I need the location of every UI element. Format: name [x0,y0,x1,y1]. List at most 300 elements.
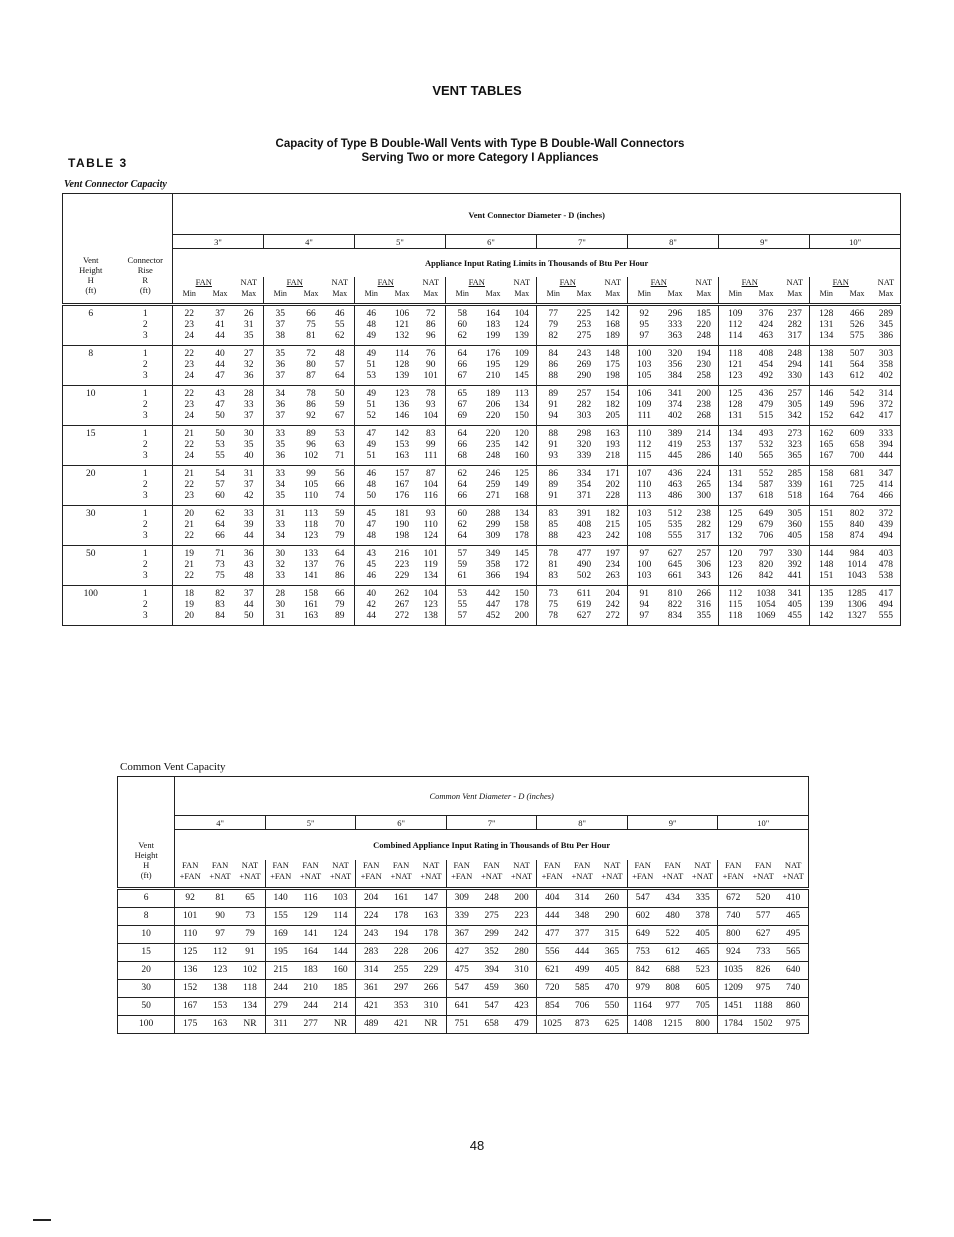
value-cell: 706 [567,998,597,1016]
value-cell: 45 [355,560,388,571]
value-cell: 658 [477,1016,507,1034]
value-cell: 55 [215,451,225,461]
value-cell: 64 [446,480,479,491]
value-cell: 111 [423,451,438,461]
combo-header-bottom: +FAN [175,871,205,889]
vent-height-cell [63,320,119,331]
value-cell: 28 [264,586,297,601]
vent-height-cell [63,571,119,586]
value-cell: 330 [787,371,802,381]
value-cell: 317 [787,331,802,341]
value-cell: 124 [423,531,438,541]
connector-rise-cell: 3 [142,531,148,541]
value-cell: 339 [787,480,802,490]
value-cell: 612 [658,944,688,962]
value-cell: 441 [787,571,802,581]
value-cell: 238 [696,400,711,410]
value-cell: 253 [696,440,711,450]
vent-height-cell [63,480,119,491]
value-cell: 50 [326,386,355,401]
value-cell: 72 [297,346,326,361]
value-cell: 720 [537,980,567,998]
value-cell: 535 [667,520,683,530]
table-label: TABLE 3 [68,156,128,170]
max-header: Max [332,289,348,298]
value-cell: 352 [477,944,507,962]
value-cell: 47 [355,520,388,531]
value-cell: 103 [628,506,661,521]
value-cell: 46 [355,305,388,321]
vent-height-header [63,249,119,305]
value-cell: 31 [235,466,264,481]
value-cell: 341 [661,386,690,401]
value-cell: 490 [576,560,592,570]
connector-rise-cell: 1 [119,305,173,321]
vent-height-cell: 8 [118,908,175,926]
combo-header-top: NAT [422,860,440,870]
value-cell: 51 [355,400,388,411]
value-cell: 155 [810,520,843,531]
value-cell: 436 [661,466,690,481]
value-cell: 163 [205,1016,235,1034]
value-cell: 230 [696,360,711,370]
value-cell: 342 [787,411,802,421]
value-cell: 66 [446,360,479,371]
value-cell: 205 [605,411,620,421]
vent-height-header-line: Vent [82,254,99,265]
value-cell: 128 [810,305,843,321]
value-cell: 248 [696,331,711,341]
value-cell: 44 [244,531,254,541]
value-cell: 32 [264,560,297,571]
value-cell: 273 [781,426,810,441]
table-row [118,1016,809,1034]
value-cell: 405 [787,531,802,541]
combo-header-bottom: +FAN [537,871,567,889]
value-cell: 129 [719,520,752,531]
value-cell: 1014 [847,560,867,570]
diameter-label: 4" [264,235,355,249]
value-cell: 28 [235,386,264,401]
vent-height-header-line: H [143,859,150,870]
value-cell: 296 [661,305,690,321]
table-row [118,908,809,926]
connector-rise-cell: 2 [142,560,148,570]
value-cell: 147 [416,889,446,908]
value-cell: 134 [810,331,843,346]
value-cell: 50 [215,411,225,421]
vent-height-cell [63,560,119,571]
value-cell: 547 [627,889,657,908]
connector-rise-cell: 3 [142,491,148,501]
value-cell: 802 [843,506,872,521]
value-cell: 550 [597,998,627,1016]
value-cell: 223 [507,908,537,926]
combo-header-bottom: +NAT [390,871,412,881]
value-cell: 797 [752,546,781,561]
vent-height-cell [63,451,119,466]
value-cell: 83 [417,426,446,441]
value-cell: 157 [388,466,417,481]
value-cell: 43 [355,546,388,561]
value-cell: 512 [661,506,690,521]
vent-height-cell [63,520,119,531]
value-cell: 155 [265,908,295,926]
value-cell: 185 [690,305,719,321]
value-cell: 104 [508,305,537,321]
value-cell: 138 [205,980,235,998]
max-header: Max [849,289,865,298]
value-cell: 176 [394,491,410,501]
nat-header: NAT [877,277,895,287]
value-cell: 134 [235,998,265,1016]
value-cell: 725 [849,480,865,490]
value-cell: 290 [576,371,592,381]
value-cell: 89 [335,611,345,621]
vent-height-header-line: (ft) [140,869,152,880]
table-row [118,926,809,944]
combo-header-bottom: +NAT [480,871,503,881]
value-cell: 126 [719,571,752,586]
value-cell: 75 [537,600,570,611]
value-cell: 109 [628,400,661,411]
value-cell: 800 [688,1016,718,1034]
diameter-label: 7" [446,816,537,830]
value-cell: 113 [628,491,661,506]
value-cell: 89 [297,426,326,441]
table-row [63,371,901,386]
nat-header: NAT [513,277,531,287]
value-cell: 314 [567,889,597,908]
value-cell: 417 [872,586,901,601]
value-cell: 266 [416,980,446,998]
value-cell: 268 [696,411,711,421]
table-row [63,466,901,481]
value-cell: 305 [787,400,802,410]
value-cell: 300 [696,491,711,501]
value-cell: 79 [235,926,265,944]
value-cell: 65 [235,889,265,908]
value-cell: 153 [394,440,410,450]
table-row [63,346,901,361]
value-cell: 753 [627,944,657,962]
value-cell: 102 [303,451,319,461]
value-cell: 195 [485,360,501,370]
value-cell: 314 [872,386,901,401]
value-cell: 494 [878,600,894,610]
value-cell: 79 [335,600,345,610]
value-cell: 306 [696,560,711,570]
value-cell: 44 [215,360,225,370]
combo-header-bottom: +FAN [627,871,657,889]
value-cell: 389 [661,426,690,441]
value-cell: 1327 [847,611,867,621]
value-cell: 22 [173,440,206,451]
value-cell: 84 [215,611,225,621]
value-cell: 627 [661,546,690,561]
value-cell: 365 [787,451,802,461]
value-cell: 23 [173,360,206,371]
value-cell: 62 [206,506,235,521]
value-cell: 182 [599,506,628,521]
combo-header-top: FAN [175,860,205,871]
value-cell: 150 [508,586,537,601]
value-cell: 455 [787,611,802,621]
value-cell: 91 [628,586,661,601]
value-cell: 153 [205,998,235,1016]
value-cell: 37 [264,411,297,426]
page-title: VENT TABLES [432,83,522,98]
value-cell: 125 [175,944,205,962]
value-cell: 53 [215,440,225,450]
value-cell: 33 [244,400,254,410]
value-cell: 618 [758,491,774,501]
value-cell: 587 [758,480,774,490]
value-cell: 810 [661,586,690,601]
value-cell: 242 [507,926,537,944]
value-cell: 439 [878,520,894,530]
value-cell: 220 [479,426,508,441]
value-cell: 366 [485,571,501,581]
value-cell: 111 [628,411,661,426]
value-cell: 128 [394,360,410,370]
value-cell: 442 [479,586,508,601]
value-cell: 118 [235,980,265,998]
combo-header-top: FAN [664,860,681,870]
connector-rise-cell: 2 [142,360,148,370]
value-cell: 242 [605,531,620,541]
value-cell: 140 [265,889,295,908]
value-cell: 259 [485,480,501,490]
value-cell: NR [235,1016,265,1034]
value-cell: 71 [335,451,345,461]
value-cell: 93 [417,506,446,521]
value-cell: 333 [872,426,901,441]
value-cell: 518 [787,491,802,501]
value-cell: 285 [781,466,810,481]
value-cell: 46 [355,571,388,586]
value-cell: 115 [628,451,661,466]
connector-rise-cell: 2 [142,320,148,330]
table-row [63,491,901,506]
value-cell: 92 [306,411,316,421]
diameter-label: 10" [718,816,809,830]
value-cell: 193 [605,440,620,450]
combo-header-bottom: +FAN [446,871,476,889]
value-cell: 158 [514,520,529,530]
vent-height-cell: 20 [63,466,119,481]
table-row [63,520,901,531]
value-cell: 162 [810,426,843,441]
diameter-label: 7" [537,235,628,249]
value-cell: 36 [244,371,254,381]
value-cell: 141 [296,926,326,944]
value-cell: 1164 [627,998,657,1016]
value-cell: 522 [658,926,688,944]
value-cell: 43 [244,560,254,570]
value-cell: 658 [849,440,865,450]
value-cell: 101 [175,908,205,926]
value-cell: 30 [264,600,297,611]
value-cell: 91 [537,491,570,506]
value-cell: 405 [688,926,718,944]
value-cell: 294 [787,360,802,370]
value-cell: 160 [514,451,529,461]
value-cell: 91 [537,400,570,411]
value-cell: 129 [514,360,529,370]
value-cell: 140 [719,451,752,466]
combo-header-top: FAN [537,860,567,871]
value-cell: 97 [205,926,235,944]
value-cell: 421 [356,998,386,1016]
value-cell: 345 [878,320,894,330]
value-cell: 125 [508,466,537,481]
value-cell: 625 [597,1016,627,1034]
value-cell: 555 [878,611,894,621]
value-cell: 35 [264,440,297,451]
value-cell: 23 [173,400,206,411]
value-cell: 125 [719,506,752,521]
value-cell: 523 [688,962,718,980]
connector-rise-header-line: R [142,274,149,285]
value-cell: 751 [446,1016,476,1034]
value-cell: 22 [173,480,206,491]
value-cell: 151 [810,506,843,521]
value-cell: 64 [446,426,479,441]
value-cell: 100 [628,560,661,571]
value-cell: 148 [599,346,628,361]
max-header: Max [514,289,530,298]
value-cell: 822 [667,600,683,610]
value-cell: 286 [696,451,711,461]
combo-header-top: FAN [302,860,319,870]
value-cell: 35 [264,346,297,361]
value-cell: 149 [514,480,529,490]
table-row [118,980,809,998]
value-cell: 826 [748,962,778,980]
value-cell: 238 [690,506,719,521]
value-cell: 112 [205,944,235,962]
value-cell: 224 [356,908,386,926]
vent-height-cell [63,600,119,611]
value-cell: 378 [688,908,718,926]
caption-line-1: Capacity of Type B Double-Wall Vents with Type B Double-Wall Connectors [275,138,685,150]
table-row [118,944,809,962]
vent-connector-capacity-table [62,193,901,626]
combo-header-top: FAN [483,860,500,870]
caption-line-2: Serving Two or more Category I Appliances [361,152,599,164]
combo-header-top: FAN [627,860,657,871]
value-cell: 33 [235,506,264,521]
value-cell: 314 [356,962,386,980]
value-cell: 454 [758,360,774,370]
value-cell: 42 [355,600,388,611]
value-cell: 105 [303,480,319,490]
table-row [63,480,901,491]
value-cell: 320 [661,346,690,361]
value-cell: 123 [388,386,417,401]
value-cell: 30 [264,546,297,561]
table-row [63,506,901,521]
connector-rise-cell: 2 [142,600,148,610]
value-cell: 649 [752,506,781,521]
value-cell: 619 [576,600,592,610]
value-cell: 112 [628,440,661,451]
value-cell: 110 [423,520,438,530]
value-cell: 214 [326,998,356,1016]
value-cell: 384 [667,371,683,381]
min-header: Min [628,288,661,305]
value-cell: 171 [599,466,628,481]
value-cell: 1502 [748,1016,778,1034]
connector-rise-cell: 3 [142,451,148,461]
value-cell: 1209 [718,980,748,998]
corner-blank [63,194,173,235]
value-cell: 1451 [718,998,748,1016]
value-cell: 202 [605,480,620,490]
value-cell: 66 [446,440,479,451]
fan-header: FAN [719,277,781,288]
value-cell: 110 [304,491,318,501]
value-cell: 59 [335,400,345,410]
value-cell: 86 [537,466,570,481]
value-cell: 97 [628,611,661,626]
value-cell: 50 [355,491,388,506]
vent-height-cell [63,360,119,371]
value-cell: 148 [810,560,843,571]
value-cell: 465 [688,944,718,962]
value-cell: 33 [264,426,297,441]
value-cell: 183 [296,962,326,980]
value-cell: 150 [514,411,529,421]
value-cell: 142 [810,611,843,626]
value-cell: 88 [537,426,570,441]
value-cell: 333 [667,320,683,330]
value-cell: 679 [758,520,774,530]
value-cell: 377 [567,926,597,944]
value-cell: 447 [485,600,501,610]
value-cell: 102 [235,962,265,980]
value-cell: 137 [303,560,319,570]
diameter-label: 3" [173,235,264,249]
value-cell: 445 [667,451,683,461]
value-cell: 124 [326,926,356,944]
combo-header-top: FAN [573,860,591,870]
value-cell: 282 [787,320,802,330]
combo-header-top: NAT [513,860,530,870]
value-cell: 37 [244,480,254,490]
value-cell: 66 [297,305,326,321]
value-cell: 118 [304,520,318,530]
value-cell: 66 [335,480,345,490]
min-header: Min [355,288,388,305]
value-cell: 860 [778,998,808,1016]
value-cell: 86 [306,400,316,410]
value-cell: 139 [514,331,529,341]
value-cell: 228 [386,944,416,962]
value-cell: 609 [843,426,872,441]
value-cell: 280 [507,944,537,962]
value-cell: 214 [690,426,719,441]
value-cell: 486 [667,491,683,501]
value-cell: 374 [667,400,683,410]
diameter-label: 6" [446,235,537,249]
value-cell: 612 [849,371,865,381]
value-cell: 492 [758,371,774,381]
value-cell: 89 [537,386,570,401]
value-cell: 185 [326,980,356,998]
value-cell: 35 [264,491,297,506]
